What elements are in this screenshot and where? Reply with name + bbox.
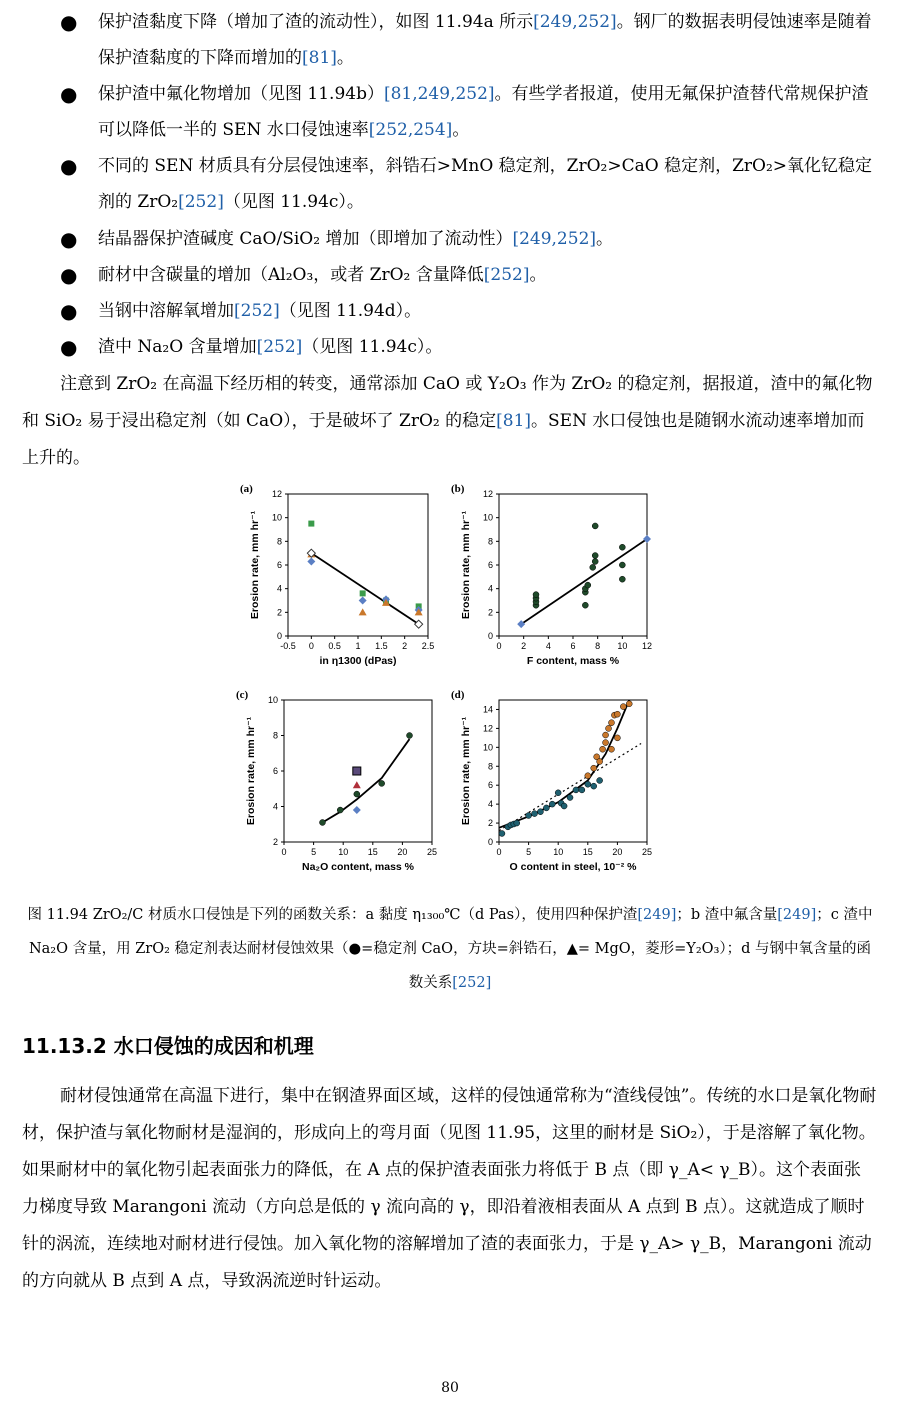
x-tick-label: 10 bbox=[617, 641, 628, 651]
citation-link[interactable]: [249] bbox=[637, 907, 677, 923]
x-axis-label: Na₂O content, mass % bbox=[301, 861, 415, 873]
data-point bbox=[626, 701, 632, 707]
x-tick-label: 2 bbox=[521, 641, 527, 651]
bullet-dot-icon: ● bbox=[60, 335, 78, 359]
bullet-dot-icon: ● bbox=[60, 82, 78, 106]
data-point bbox=[619, 544, 625, 550]
data-point bbox=[308, 521, 314, 527]
data-point bbox=[353, 806, 361, 814]
y-tick-label: 2 bbox=[276, 607, 282, 618]
x-axis-label: in η1300 (dPas) bbox=[319, 655, 397, 667]
paragraph-2 bbox=[22, 1078, 877, 1300]
y-tick-label: 6 bbox=[487, 560, 493, 570]
data-point bbox=[603, 732, 609, 738]
data-point bbox=[573, 787, 579, 793]
data-point bbox=[614, 735, 620, 741]
y-tick-label: 10 bbox=[482, 742, 493, 753]
text-run: 图 11.94 ZrO₂/C 材质水口侵蚀是下列的函数关系：a 黏度 η₁₃₀₀℃（d Pas），使用四种保护渣 bbox=[27, 907, 638, 923]
citation-link[interactable]: [252,254] bbox=[368, 120, 453, 140]
text-run: 。SEN 水口侵蚀也是随钢水流动速率增加而上升的。 bbox=[22, 411, 865, 468]
y-axis-label: Erosion rate, mm hr⁻¹ bbox=[460, 716, 472, 826]
x-tick-label: 0.5 bbox=[328, 641, 341, 651]
plot-frame bbox=[499, 700, 647, 842]
y-tick-label: 6 bbox=[276, 560, 282, 570]
x-tick-label: 2 bbox=[402, 641, 408, 651]
data-point bbox=[555, 790, 561, 796]
x-tick-label: 25 bbox=[426, 847, 438, 857]
y-axis-label: Erosion rate, mm hr⁻¹ bbox=[245, 716, 257, 826]
x-tick-label: 0 bbox=[496, 641, 502, 651]
y-tick-label: 6 bbox=[487, 780, 493, 791]
x-tick-label: 2.5 bbox=[421, 641, 435, 651]
data-point bbox=[561, 803, 567, 809]
text-run: 。 bbox=[596, 229, 614, 249]
data-point bbox=[608, 746, 614, 752]
paragraph-1 bbox=[22, 366, 877, 477]
chart-panel-a bbox=[240, 483, 434, 667]
y-axis-label: Erosion rate, mm hr⁻¹ bbox=[249, 510, 261, 620]
text-run: （见图 11.94c）。 bbox=[223, 192, 364, 212]
chart-panel-d bbox=[451, 689, 652, 873]
data-point bbox=[582, 602, 588, 608]
citation-link[interactable]: [252] bbox=[452, 975, 492, 991]
bullet-dot-icon: ● bbox=[60, 227, 78, 251]
data-point bbox=[592, 523, 598, 529]
data-point bbox=[603, 740, 609, 746]
data-point bbox=[307, 557, 315, 565]
citation-link[interactable]: [249,252] bbox=[512, 229, 597, 249]
data-point bbox=[606, 725, 612, 731]
y-tick-label: 12 bbox=[271, 489, 282, 499]
y-tick-label: 8 bbox=[272, 730, 278, 741]
y-tick-label: 4 bbox=[487, 799, 493, 810]
data-point bbox=[619, 562, 625, 568]
data-point bbox=[585, 781, 591, 787]
bullet-item bbox=[60, 76, 875, 148]
panel-label: (c) bbox=[236, 689, 249, 701]
text-run: 不同的 SEN 材质具有分层侵蚀速率，斜锆石>MnO 稳定剂，ZrO₂>CaO 稳定剂，ZrO₂>氧化钇稳定剂的 ZrO₂ bbox=[98, 156, 873, 212]
y-tick-label: 14 bbox=[482, 704, 493, 715]
x-tick-label: 8 bbox=[595, 641, 601, 651]
y-tick-label: 10 bbox=[482, 512, 493, 523]
bullet-item bbox=[60, 257, 875, 293]
x-tick-label: 15 bbox=[582, 847, 593, 857]
x-tick-label: 20 bbox=[612, 847, 623, 857]
y-tick-label: 8 bbox=[276, 536, 282, 547]
y-tick-label: 8 bbox=[487, 536, 493, 547]
data-point bbox=[514, 820, 520, 826]
text-run: 结晶器保护渣碱度 CaO/SiO₂ 增加（即增加了流动性） bbox=[98, 229, 513, 249]
text-run: 耐材中含碳量的增加（Al₂O₃，或者 ZrO₂ 含量降低 bbox=[98, 265, 484, 285]
data-point bbox=[608, 720, 614, 726]
citation-link[interactable]: [249,252] bbox=[533, 12, 617, 32]
y-tick-label: 4 bbox=[272, 801, 278, 812]
data-point bbox=[585, 582, 591, 588]
data-point bbox=[579, 787, 585, 793]
x-tick-label: 6 bbox=[570, 641, 576, 651]
x-tick-label: 5 bbox=[311, 847, 317, 857]
citation-link[interactable]: [252] bbox=[178, 192, 224, 212]
bullet-dot-icon: ● bbox=[60, 10, 78, 34]
x-tick-label: 1 bbox=[355, 641, 361, 651]
page-number: 80 bbox=[441, 1380, 459, 1396]
text-run: 。有些学者报道，使用无氟保护渣替代常规保护渣可以降低一半的 SEN 水口侵蚀速率 bbox=[98, 84, 869, 140]
trend-line-dotted bbox=[499, 744, 641, 831]
data-point bbox=[567, 795, 573, 801]
bullet-text bbox=[98, 221, 875, 257]
x-axis-label: F content, mass % bbox=[526, 655, 620, 667]
text-run: ；b 渣中氟含量 bbox=[676, 907, 778, 923]
y-tick-label: 2 bbox=[272, 837, 278, 847]
figure-caption bbox=[22, 898, 878, 1000]
data-point bbox=[549, 801, 555, 807]
x-tick-label: 0 bbox=[496, 847, 502, 857]
bullet-text bbox=[98, 76, 875, 148]
panel-label: (b) bbox=[451, 483, 465, 495]
x-axis-label: O content in steel, 10⁻² % bbox=[509, 861, 637, 873]
chart-panel-b bbox=[451, 483, 652, 667]
x-tick-label: 25 bbox=[641, 847, 653, 857]
data-point bbox=[407, 733, 413, 739]
y-tick-label: 4 bbox=[487, 583, 493, 594]
data-point bbox=[592, 553, 598, 559]
y-tick-label: 6 bbox=[272, 766, 278, 776]
text-run: 注意到 ZrO₂ 在高温下经历相的转变，通常添加 CaO 或 Y₂O₃ 作为 ZrO₂ 的稳定剂，据报道，渣中的氟化物和 SiO₂ 易于浸出稳定剂（如 CaO），于是破坏了 ZrO₂ 的稳定 bbox=[22, 374, 873, 431]
text-run: 渣中 Na₂O 含量增加 bbox=[98, 337, 257, 357]
paragraph-1-text bbox=[22, 374, 872, 468]
data-point bbox=[537, 809, 543, 815]
bullet-text bbox=[98, 257, 875, 293]
text-run: 。钢厂的数据表明侵蚀速率是随着保护渣黏度的下降而增加的 bbox=[98, 12, 872, 68]
data-point bbox=[353, 781, 361, 788]
y-tick-label: 4 bbox=[276, 583, 282, 594]
y-tick-label: 0 bbox=[487, 631, 493, 641]
citation-link[interactable]: [81,249,252] bbox=[383, 84, 495, 104]
bullet-item bbox=[60, 293, 875, 329]
y-tick-label: 2 bbox=[487, 607, 493, 618]
text-run: 。 bbox=[529, 265, 547, 285]
figure-11-94 bbox=[220, 480, 680, 890]
caption-text bbox=[27, 907, 872, 991]
data-point bbox=[499, 830, 505, 836]
data-point bbox=[379, 780, 385, 786]
text-run: 耐材侵蚀通常在高温下进行，集中在钢渣界面区域，这样的侵蚀通常称为“渣线侵蚀”。传统的水口是氧化物耐材，保护渣与氧化物耐材是湿润的，形成向上的弯月面（见图 11.95，这里的耐材是 SiO₂），于是溶解了氧化物。如果耐材中的氧化物引起表面张力的降低，在 A 点的保护渣表面张力将低于 B 点（即 γ_A< γ_B）。这个表面张力梯度导致 Marangoni 流动（方向总是低的 γ 流向高的 γ，即沿着液相表面从 A 点到 B 点）。这就造成了顺时针的涡流，连续地对耐材进行侵蚀。加入氧化物的溶解增加了渣的表面张力，于是 γ_A> γ_B，Marangoni 流动的方向就从 B 点到 A 点，导致涡流逆时针运动。 bbox=[22, 1086, 877, 1291]
x-tick-label: 12 bbox=[641, 641, 653, 651]
citation-link[interactable]: [81] bbox=[496, 411, 532, 431]
data-point bbox=[526, 812, 532, 818]
y-tick-label: 12 bbox=[482, 723, 493, 734]
text-run: （见图 11.94c）。 bbox=[302, 337, 443, 357]
x-tick-label: 15 bbox=[367, 847, 378, 857]
data-point bbox=[614, 711, 620, 717]
data-point bbox=[359, 608, 367, 615]
x-tick-label: 10 bbox=[553, 847, 564, 857]
bullet-dot-icon: ● bbox=[60, 263, 78, 287]
data-point bbox=[337, 807, 343, 813]
text-run: 保护渣黏度下降（增加了渣的流动性），如图 11.94a 所示 bbox=[98, 12, 534, 32]
citation-link[interactable]: [249] bbox=[777, 907, 817, 923]
y-tick-label: 10 bbox=[271, 512, 282, 523]
plot-frame bbox=[288, 494, 428, 636]
y-tick-label: 0 bbox=[487, 837, 493, 847]
data-point bbox=[592, 558, 598, 564]
data-point bbox=[532, 811, 538, 817]
citation-link[interactable]: [252] bbox=[234, 301, 280, 321]
data-point bbox=[620, 704, 626, 710]
bullet-text bbox=[98, 293, 875, 329]
data-point bbox=[359, 597, 367, 605]
text-run: （见图 11.94d）。 bbox=[279, 301, 422, 321]
panel-label: (a) bbox=[240, 483, 253, 495]
data-point bbox=[354, 791, 360, 797]
y-tick-label: 10 bbox=[267, 695, 278, 705]
data-point bbox=[619, 576, 625, 582]
fit-line bbox=[322, 739, 409, 822]
data-point bbox=[585, 773, 591, 779]
y-tick-label: 0 bbox=[276, 631, 282, 641]
x-tick-label: 20 bbox=[397, 847, 408, 857]
bullet-text bbox=[98, 4, 875, 76]
x-tick-label: 4 bbox=[545, 641, 551, 651]
y-tick-label: 8 bbox=[487, 761, 493, 772]
data-point bbox=[319, 819, 325, 825]
bullet-item bbox=[60, 148, 875, 220]
data-point bbox=[600, 746, 606, 752]
data-point bbox=[591, 765, 597, 771]
bullet-text bbox=[98, 329, 875, 365]
data-point bbox=[597, 777, 603, 783]
bullet-dot-icon: ● bbox=[60, 299, 78, 323]
citation-link[interactable]: [252] bbox=[483, 265, 530, 285]
figure-svg bbox=[220, 480, 680, 890]
y-tick-label: 2 bbox=[487, 818, 493, 829]
data-point bbox=[353, 767, 361, 775]
paragraph-2-text bbox=[22, 1086, 876, 1291]
bullet-text bbox=[98, 148, 875, 220]
x-tick-label: 5 bbox=[526, 847, 532, 857]
bullet-item bbox=[60, 221, 875, 257]
text-run: 。 bbox=[452, 120, 470, 140]
data-point bbox=[591, 783, 597, 789]
data-point bbox=[533, 592, 539, 598]
text-run: 保护渣中氟化物增加（见图 11.94b） bbox=[98, 84, 384, 104]
bullet-dot-icon: ● bbox=[60, 154, 78, 178]
citation-link[interactable]: [252] bbox=[256, 337, 303, 357]
chart-panel-c bbox=[236, 689, 437, 873]
panel-label: (d) bbox=[451, 689, 465, 701]
bullet-item bbox=[60, 329, 875, 365]
data-point bbox=[543, 805, 549, 811]
section-heading: 11.13.2 水口侵蚀的成因和机理 bbox=[22, 1034, 314, 1058]
text-run: 当钢中溶解氧增加 bbox=[98, 301, 234, 321]
citation-link[interactable]: [81] bbox=[302, 48, 337, 68]
x-tick-label: 1.5 bbox=[375, 641, 388, 651]
x-tick-label: 0 bbox=[308, 641, 314, 651]
bullet-item bbox=[60, 4, 875, 76]
x-tick-label: -0.5 bbox=[280, 641, 296, 651]
data-point bbox=[590, 564, 596, 570]
y-axis-label: Erosion rate, mm hr⁻¹ bbox=[460, 510, 472, 620]
fit-line bbox=[521, 539, 647, 624]
data-point bbox=[597, 759, 603, 765]
text-run: 。 bbox=[336, 48, 354, 68]
x-tick-label: 10 bbox=[338, 847, 349, 857]
text-run: ；c 渣中 Na₂O 含量，用 ZrO₂ 稳定剂表达耐材侵蚀效果（●=稳定剂 CaO，方块=斜锆石，▲= MgO，菱形=Y₂O₃）；d 与钢中氧含量的函数关系 bbox=[28, 907, 873, 991]
y-tick-label: 12 bbox=[482, 489, 493, 499]
data-point bbox=[360, 590, 366, 596]
x-tick-label: 0 bbox=[281, 847, 287, 857]
